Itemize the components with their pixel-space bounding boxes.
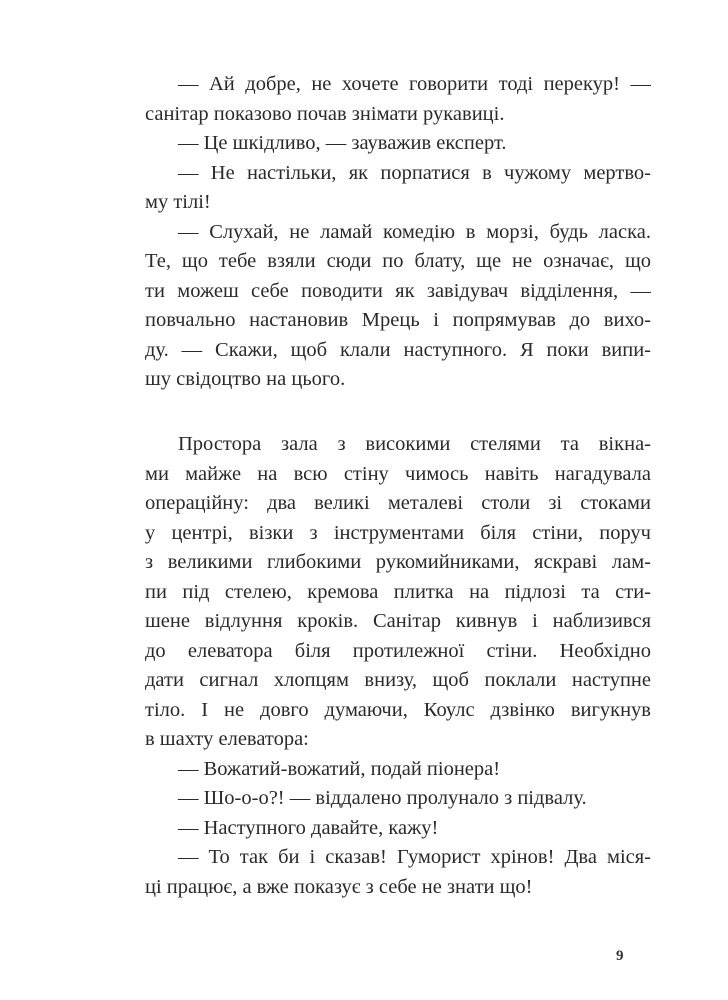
- text-line: му тілі!: [145, 191, 211, 213]
- text-line: шене відлуння кроків. Санітар кивнув і наблизився: [145, 610, 651, 632]
- text-line: у центрі, візки з інструментами біля стіни, поруч: [145, 521, 651, 544]
- text-line: шу свідоцтво на цього.: [145, 368, 346, 390]
- text-line: ці працює, а вже показує з себе не знати що!: [145, 875, 533, 898]
- text-line: — Слухай, не ламай комедію в морзі, будь ласка.: [178, 220, 651, 243]
- text-line: — Наступного давайте, кажу!: [178, 816, 439, 839]
- text-line: до елеватора біля протилежної стіни. Необхідно: [145, 639, 651, 662]
- text-line: Простора зала з високими стелями та вікна-: [178, 433, 651, 455]
- text-line: — Це шкідливо, — зауважив експерт.: [178, 132, 507, 154]
- text-line: ду. — Скажи, щоб клали наступного. Я поки випи-: [145, 338, 651, 361]
- text-line: санітар показово почав знімати рукавиці.: [145, 102, 505, 125]
- text-line: з великими глибокими рукомийниками, яскраві лам-: [145, 551, 651, 573]
- text-line: — Ай добре, не хочете говорити тоді перекур! —: [178, 73, 651, 95]
- text-line: пи під стелею, кремова плитка на підлозі та сти-: [145, 580, 651, 603]
- text-line: — Не настільки, як порпатися в чужому мертво-: [178, 161, 651, 184]
- text-line: — То так би і сказав! Гуморист хрінов! Два міся-: [178, 846, 651, 868]
- text-line: тіло. І не довго думаючи, Коулс дзвінко вигукнув: [145, 698, 651, 721]
- page-number: 9: [616, 948, 624, 964]
- text-line: в шахту елеватора:: [145, 728, 309, 750]
- text-line: повчально настановив Мрець і попрямував до вихо-: [145, 309, 651, 331]
- text-line: Те, що тебе взяли сюди по блату, ще не означає, що: [145, 250, 651, 272]
- text-line: — Шо-о-о?! — віддалено пролунало з підвалу.: [178, 787, 587, 809]
- text-line: — Вожатий-вожатий, подай піонера!: [178, 757, 501, 780]
- text-line: ти можеш себе поводити як завідувач відділення, —: [145, 279, 651, 302]
- text-line: ми майже на всю стіну чимось навіть нагадувала: [145, 462, 651, 485]
- text-line: операційну: два великі металеві столи зі стоками: [145, 492, 651, 514]
- text-line: дати сигнал хлопцям внизу, щоб поклали наступне: [145, 669, 651, 691]
- text-block-narrative: [145, 430, 651, 902]
- text-block-dialogue: [145, 70, 651, 395]
